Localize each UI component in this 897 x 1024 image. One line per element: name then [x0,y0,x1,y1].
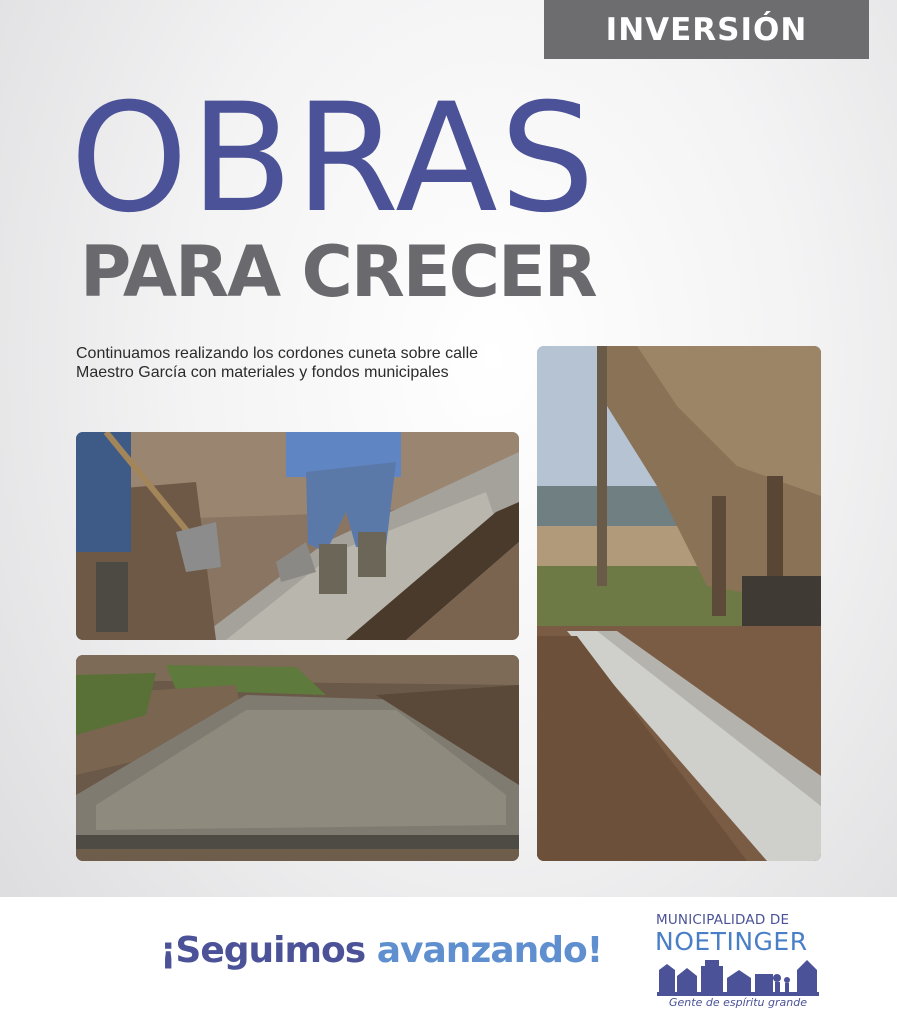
logo-line-2: NOETINGER [655,927,808,956]
slogan [160,930,602,971]
logo-tagline: Gente de espíritu grande [669,996,807,1009]
municipality-logo [652,910,824,1010]
photo-finished-curb-street [537,346,821,861]
section-tag: INVERSIÓN [544,0,869,59]
description-text: Continuamos realizando los cordones cuneta sobre calle Maestro García con materiales y fondos municipales [76,345,479,381]
town-skyline-icon [657,956,819,996]
slogan-part-1: ¡Seguimos [160,930,377,971]
logo-line-1: MUNICIPALIDAD DE [656,912,790,928]
slogan-part-2: avanzando! [376,930,603,971]
photo-workers-pouring-concrete [76,432,519,640]
headline-para-crecer: PARA CRECER [80,231,596,313]
headline-obras: OBRAS [70,72,597,246]
photo-fresh-concrete-slab [76,655,519,861]
